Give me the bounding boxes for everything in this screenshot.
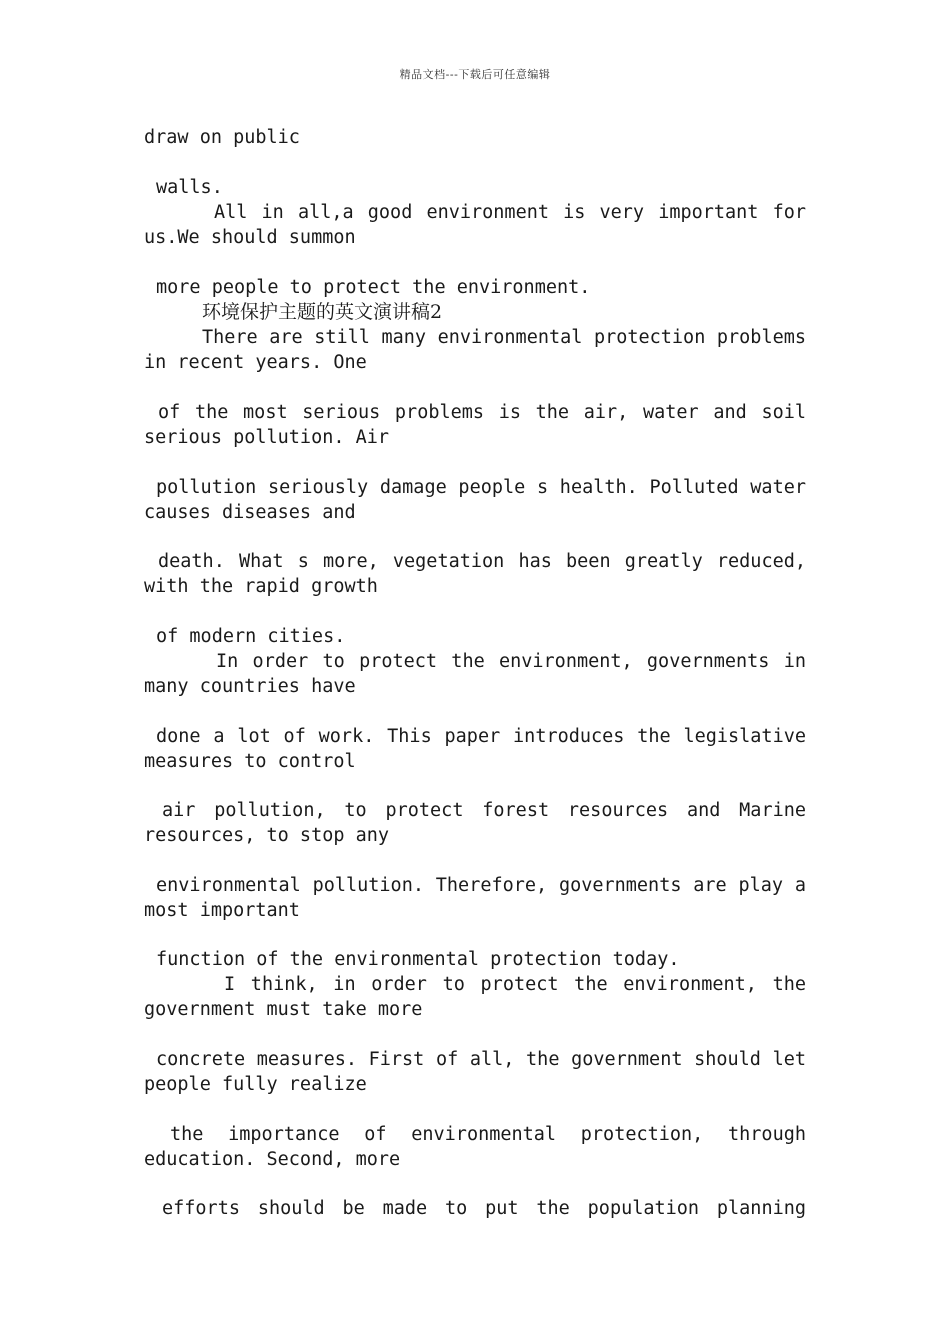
text-line: of modern cities. [156, 626, 346, 647]
text-line: us.We should summon [144, 227, 356, 248]
text-line: I think, in order to protect the environment, the [224, 974, 806, 995]
text-line: more people to protect the environment. [156, 277, 591, 298]
text-line: environmental pollution. Therefore, governments are play a [156, 875, 806, 896]
text-line: causes diseases and [144, 502, 356, 523]
text-line: serious pollution. Air [144, 427, 390, 448]
text-line: There are still many environmental protection problems [202, 327, 806, 348]
text-line: function of the environmental protection today. [156, 949, 680, 970]
text-line: the importance of environmental protection, through [170, 1124, 806, 1145]
text-line: people fully realize [144, 1074, 367, 1095]
text-line: most important [144, 900, 300, 921]
text-line: concrete measures. First of all, the government should let [156, 1049, 806, 1070]
text-line: of the most serious problems is the air, water and soil [158, 402, 806, 423]
page-header: 精品文档---下载后可任意编辑 [399, 68, 551, 81]
text-line: All in all,a good environment is very important for [214, 202, 806, 223]
text-line: air pollution, to protect forest resources and Marine [162, 800, 806, 821]
text-line: government must take more [144, 999, 423, 1020]
text-line: done a lot of work. This paper introduces the legislative [156, 726, 806, 747]
text-line: death. What s more, vegetation has been greatly reduced, [158, 551, 806, 572]
text-line: measures to control [144, 751, 356, 772]
text-line: resources, to stop any [144, 825, 390, 846]
text-line: pollution seriously damage people s health. Polluted water [156, 477, 806, 498]
text-line: with the rapid growth [144, 576, 378, 597]
text-line: education. Second, more [144, 1149, 401, 1170]
text-line: efforts should be made to put the population planning [162, 1198, 806, 1219]
text-line: walls. [156, 177, 223, 198]
text-line: in recent years. One [144, 352, 367, 373]
text-line: draw on public [144, 127, 300, 148]
section-heading: 环境保护主题的英文演讲稿2 [202, 301, 443, 323]
text-line: many countries have [144, 676, 356, 697]
text-line: In order to protect the environment, governments in [216, 651, 806, 672]
